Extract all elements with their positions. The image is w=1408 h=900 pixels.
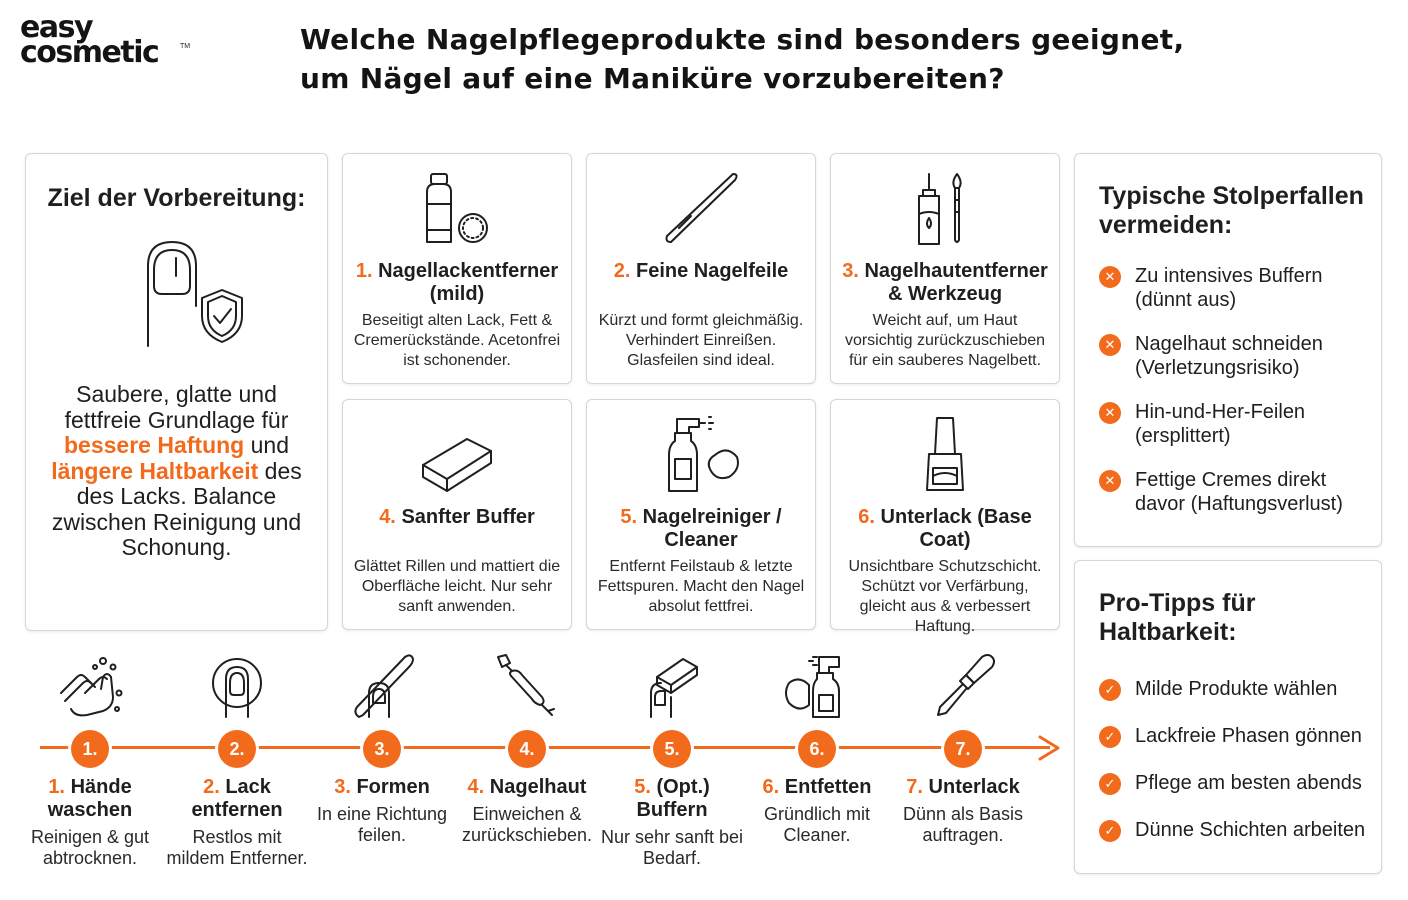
goal-heading: Ziel der Vorbereitung: [47, 184, 306, 212]
step-2 [162, 652, 312, 892]
timeline-arrow-icon [1038, 735, 1062, 761]
nail-shield-icon [138, 236, 248, 348]
step-title: Nagelhaut [489, 776, 587, 798]
step-title-number: 1. [48, 776, 65, 798]
step-title-number: 6. [762, 776, 780, 798]
nail-file-icon [587, 168, 815, 248]
goal-highlight-haftung: bessere Haftung [64, 432, 245, 458]
remover-bottle-icon [343, 168, 571, 248]
step-description: Restlos mit mildem Entferner. [166, 827, 308, 868]
list-item: ✓ Lackfreie Phasen gönnen [1099, 724, 1371, 748]
step-description: Einweichen & zurückschieben. [461, 804, 593, 845]
finger-file-icon [307, 652, 457, 720]
product-title: Nagelreiniger / Cleaner [642, 506, 782, 551]
product-number: 4. [379, 506, 396, 528]
product-title: Unterlack (Base Coat) [880, 506, 1032, 551]
tips-card [1074, 560, 1382, 874]
goal-text-2: und [244, 432, 289, 458]
step-number-badge: 5. [653, 730, 691, 768]
goal-highlight-haltbarkeit: längere Haltbarkeit [51, 457, 259, 484]
step-title: Lack entfernen [191, 776, 283, 821]
step-number-badge: 6. [798, 730, 836, 768]
x-circle-icon: ✕ [1099, 266, 1121, 288]
product-card-2 [586, 153, 816, 384]
check-circle-icon: ✓ [1099, 773, 1121, 795]
step-1 [15, 652, 165, 892]
spray-cleaner-icon [587, 414, 815, 494]
product-title: Nagellackentferner (mild) [378, 260, 559, 305]
step-number-badge: 4. [508, 730, 546, 768]
list-item: ✕ Hin-und-Her-Feilen (ersplittert) [1099, 400, 1371, 448]
step-title-number: 5. [634, 776, 651, 798]
step-description: Reinigen & gut abtrocknen. [30, 827, 150, 868]
step-description: In eine Richtung feilen. [316, 804, 448, 845]
list-item: ✓ Dünne Schichten arbeiten [1099, 818, 1371, 842]
x-circle-icon: ✕ [1099, 402, 1121, 424]
product-number: 5. [620, 506, 638, 528]
goal-text-3: des des Lacks. Balance zwischen Reinigung und Schonung. [51, 457, 302, 560]
step-title: Entfetten [784, 776, 872, 798]
base-coat-bottle-icon [831, 414, 1059, 494]
tips-list [1099, 677, 1371, 842]
cuticle-tools-icon [831, 168, 1059, 248]
step-description: Nur sehr sanft bei Bedarf. [600, 827, 744, 868]
page-title: Welche Nagelpflegeprodukte sind besonders geeignet, um Nägel auf eine Maniküre vorzubereiten? [300, 23, 1185, 95]
nail-remove-pad-icon [162, 652, 312, 720]
product-card-4 [342, 399, 572, 630]
product-card-1 [342, 153, 572, 384]
product-number: 3. [842, 260, 859, 282]
logo-line-2: cosmetic [20, 34, 159, 70]
pitfalls-heading: Typische Stolperfallen vermeiden: [1099, 182, 1364, 239]
x-circle-icon: ✕ [1099, 470, 1121, 492]
product-card-6 [830, 399, 1060, 635]
step-description: Dünn als Basis auftragen. [902, 804, 1024, 845]
check-circle-icon: ✓ [1099, 726, 1121, 748]
cuticle-pusher-icon [452, 652, 602, 720]
finger-buffer-icon [597, 652, 747, 720]
check-circle-icon: ✓ [1099, 679, 1121, 701]
step-6 [742, 652, 892, 892]
goal-text-1: Saubere, glatte und fettfreie Grundlage für [64, 381, 289, 433]
step-title: Hände waschen [47, 776, 133, 821]
product-number: 1. [355, 260, 373, 282]
polish-brush-icon [888, 652, 1038, 720]
goal-text [46, 382, 307, 561]
product-description: Unsichtbare Schutzschicht. Schützt vor Verfärbung, gleicht aus & verbessert Haftung. [848, 558, 1042, 635]
product-description: Beseitigt alten Lack, Fett & Cremerückstände. Acetonfrei ist schonender. [353, 312, 561, 369]
step-number-badge: 1. [71, 730, 109, 768]
step-number-badge: 2. [218, 730, 256, 768]
step-title: (Opt.) Buffern [636, 776, 710, 821]
step-4 [452, 652, 602, 892]
pitfalls-card [1074, 153, 1382, 547]
list-item: ✓ Pflege am besten abends [1099, 771, 1371, 795]
step-5 [597, 652, 747, 892]
hand-washing-icon [15, 652, 165, 720]
step-title-number: 4. [467, 776, 485, 798]
step-title-number: 7. [906, 776, 923, 798]
list-item: ✕ Zu intensives Buffern (dünnt aus) [1099, 264, 1371, 312]
tips-heading: Pro-Tipps für Haltbarkeit: [1099, 589, 1256, 646]
logo-line-1: easy [20, 10, 93, 45]
list-item: ✕ Nagelhaut schneiden (Verletzungsrisiko) [1099, 332, 1371, 380]
step-7 [888, 652, 1038, 892]
product-title: Nagelhautentferner & Werkzeug [864, 260, 1048, 305]
product-number: 6. [858, 506, 875, 528]
x-circle-icon: ✕ [1099, 334, 1121, 356]
product-title: Sanfter Buffer [401, 506, 535, 528]
pitfalls-list [1099, 264, 1371, 516]
logo-trademark: TM [180, 43, 191, 50]
step-title: Unterlack [928, 776, 1020, 798]
product-card-3 [830, 153, 1060, 384]
check-circle-icon: ✓ [1099, 820, 1121, 842]
product-description: Glättet Rillen und mattiert die Oberfläche leicht. Nur sehr sanft anwenden. [353, 558, 561, 615]
product-card-5 [586, 399, 816, 630]
product-description: Entfernt Feilstaub & letzte Fettspuren. Macht den Nagel absolut fettfrei. [597, 558, 805, 615]
step-title: Formen [356, 776, 430, 798]
list-item: ✓ Milde Produkte wählen [1099, 677, 1371, 701]
buffer-block-icon [343, 420, 571, 500]
step-description: Gründlich mit Cleaner. [763, 804, 871, 845]
step-number-badge: 7. [944, 730, 982, 768]
brand-logo [20, 10, 191, 70]
step-number-badge: 3. [363, 730, 401, 768]
step-title-number: 2. [203, 776, 220, 798]
spray-pad-icon [742, 652, 892, 720]
product-number: 2. [613, 260, 631, 282]
goal-card [25, 153, 328, 631]
product-title: Feine Nagelfeile [635, 260, 789, 282]
list-item: ✕ Fettige Cremes direkt davor (Haftungsverlust) [1099, 468, 1371, 516]
product-description: Weicht auf, um Haut vorsichtig zurückzuschieben für ein sauberes Nagelbett. [844, 312, 1046, 369]
step-3 [307, 652, 457, 892]
product-description: Kürzt und formt gleichmäßig. Verhindert Einreißen. Glasfeilen sind ideal. [598, 312, 804, 369]
step-title-number: 3. [334, 776, 351, 798]
